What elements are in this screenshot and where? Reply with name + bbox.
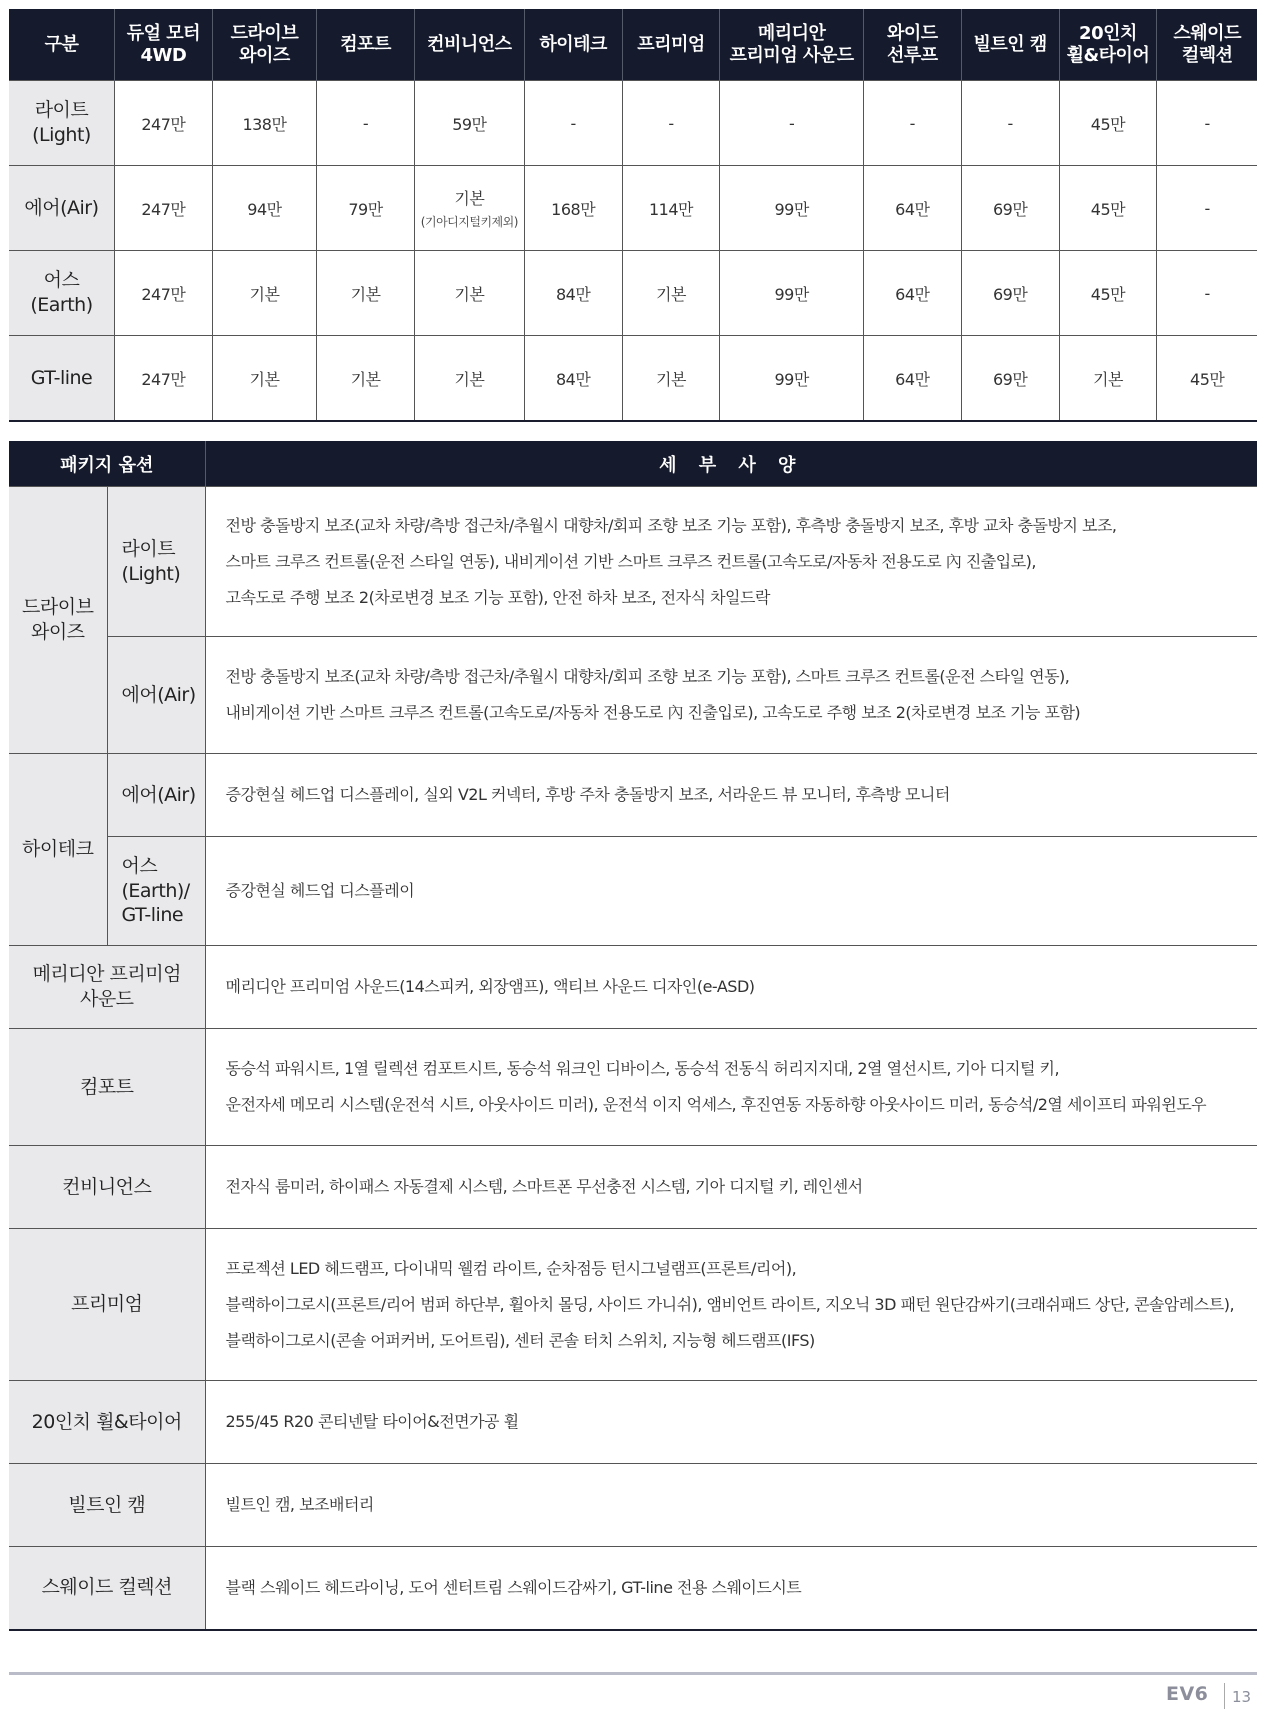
price-value: - xyxy=(1007,113,1013,133)
package-col-header: 패키지 옵션 xyxy=(9,441,205,487)
trim-label-air: 에어(Air) xyxy=(107,754,205,837)
price-value: 64만 xyxy=(895,369,930,389)
convenience-details: 전자식 룸미러, 하이패스 자동결제 시스템, 스마트폰 무선충전 시스템, 기아 디지털 키, 레인센서 xyxy=(205,1146,1257,1229)
price-value: - xyxy=(570,113,576,133)
col-header-convenience: 컨비니언스 xyxy=(414,9,524,81)
price-cell xyxy=(114,81,212,166)
price-cell xyxy=(961,251,1059,336)
price-cell xyxy=(1059,251,1157,336)
price-value: 99만 xyxy=(774,369,809,389)
page-number: 13 xyxy=(1232,1688,1252,1706)
price-value: 기본 xyxy=(454,189,485,208)
col-header-meridian: 메리디안 프리미엄 사운드 xyxy=(720,9,863,81)
package-label-drive-wise: 드라이브 와이즈 xyxy=(9,487,107,754)
price-value: 기본 xyxy=(249,284,280,304)
price-value: 기본 xyxy=(249,369,280,389)
price-cell xyxy=(720,166,863,251)
price-cell xyxy=(1059,336,1157,422)
price-cell xyxy=(622,251,720,336)
table-row xyxy=(9,487,1257,637)
price-cell xyxy=(414,81,524,166)
table-row xyxy=(9,1381,1257,1464)
col-header-dual-motor: 듀얼 모터 4WD xyxy=(114,9,212,81)
price-cell xyxy=(212,81,316,166)
table-row xyxy=(9,946,1257,1029)
price-value: 기본 xyxy=(350,284,381,304)
detail-line: 전방 충돌방지 보조(교차 차량/측방 접근차/추월시 대향차/회피 조향 보조 기능 포함), 스마트 크루즈 컨트롤(운전 스타일 연동), xyxy=(225,667,1070,686)
col-header-hitech: 하이테크 xyxy=(524,9,622,81)
price-value: 59만 xyxy=(452,114,487,134)
col-header-wide-sunroof: 와이드 선루프 xyxy=(863,9,961,81)
price-cell xyxy=(524,166,622,251)
footer-rule xyxy=(9,1672,1257,1675)
price-cell xyxy=(414,336,524,422)
price-cell xyxy=(524,81,622,166)
package-label-comfort: 컴포트 xyxy=(9,1029,205,1146)
price-value: 84만 xyxy=(556,284,591,304)
price-cell xyxy=(1157,336,1257,422)
price-value: 기본 xyxy=(1093,369,1123,389)
hitech-earth-details: 증강현실 헤드업 디스플레이 xyxy=(205,837,1257,946)
col-header-drive-wise: 드라이브 와이즈 xyxy=(212,9,316,81)
price-cell xyxy=(720,336,863,422)
price-cell xyxy=(622,81,720,166)
table-row xyxy=(9,1146,1257,1229)
col-header-20inch-wheel: 20인치 휠&타이어 xyxy=(1059,9,1157,81)
col-header-builtin-cam: 빌트인 캠 xyxy=(961,9,1059,81)
package-label-premium: 프리미엄 xyxy=(9,1229,205,1381)
detail-line: 블랙하이그로시(프론트/리어 범퍼 하단부, 휠아치 몰딩, 사이드 가니쉬), 앰비언트 라이트, 지오닉 3D 패턴 원단감싸기(크래쉬패드 상단, 콘솔암레스트), xyxy=(225,1294,1235,1314)
detail-line: 블랙하이그로시(콘솔 어퍼커버, 도어트림), 센터 콘솔 터치 스위치, 지능형 헤드램프(IFS) xyxy=(225,1330,815,1350)
price-value: 247만 xyxy=(141,284,186,304)
detail-line: 동승석 파워시트, 1열 릴렉션 컴포트시트, 동승석 워크인 디바이스, 동승석 전동식 허리지지대, 2열 열선시트, 기아 디지털 키, xyxy=(225,1059,1060,1078)
price-value: 69만 xyxy=(992,199,1028,219)
price-value: 45만 xyxy=(1090,114,1126,134)
price-cell xyxy=(622,336,720,422)
detail-line: 고속도로 주행 보조 2(차로변경 보조 기능 포함), 안전 하차 보조, 전자식 차일드락 xyxy=(225,587,770,607)
price-value: 기본 xyxy=(454,369,485,389)
package-label-builtin-cam: 빌트인 캠 xyxy=(9,1464,205,1547)
wheel-details: 255/45 R20 콘티넨탈 타이어&전면가공 휠 xyxy=(205,1381,1257,1464)
package-label-meridian: 메리디안 프리미엄 사운드 xyxy=(9,946,205,1029)
trim-label-light: 라이트 (Light) xyxy=(107,487,205,637)
builtin-cam-details: 빌트인 캠, 보조배터리 xyxy=(205,1464,1257,1547)
table-row xyxy=(9,1229,1257,1381)
price-value: 99만 xyxy=(774,284,809,304)
price-cell xyxy=(961,166,1059,251)
drive-wise-light-details xyxy=(205,487,1257,637)
detail-line: 스마트 크루즈 컨트롤(운전 스타일 연동), 내비게이션 기반 스마트 크루즈 컨트롤(고속도로/자동차 전용도로 內 진출입로), xyxy=(225,551,1036,571)
price-cell xyxy=(212,336,316,422)
price-cell xyxy=(524,336,622,422)
price-cell xyxy=(863,166,961,251)
table-row xyxy=(9,251,1257,336)
price-value: 기본 xyxy=(656,369,686,389)
package-spec-table xyxy=(9,441,1257,1631)
price-cell xyxy=(317,251,415,336)
price-cell xyxy=(720,251,863,336)
comfort-details xyxy=(205,1029,1257,1146)
footer-divider xyxy=(1224,1683,1225,1709)
table-row xyxy=(9,1547,1257,1630)
price-value: - xyxy=(1204,113,1210,133)
price-value: 84만 xyxy=(556,369,591,389)
price-value: 79만 xyxy=(348,199,383,219)
price-value: - xyxy=(909,113,915,133)
price-value: 69만 xyxy=(992,284,1028,304)
table-row xyxy=(9,336,1257,422)
price-cell xyxy=(1157,166,1257,251)
price-value: 64만 xyxy=(895,284,930,304)
price-cell xyxy=(317,166,415,251)
price-value: 247만 xyxy=(141,369,186,389)
price-value: - xyxy=(362,113,369,133)
table-row xyxy=(9,1464,1257,1547)
package-label-suede: 스웨이드 컬렉션 xyxy=(9,1547,205,1630)
table-row xyxy=(9,81,1257,166)
price-cell xyxy=(317,336,415,422)
price-value: 기본 xyxy=(656,284,686,304)
price-cell xyxy=(414,251,524,336)
detail-line: 운전자세 메모리 시스템(운전석 시트, 아웃사이드 미러), 운전석 이지 억세스, 후진연동 자동하향 아웃사이드 미러, 동승석/2열 세이프티 파워윈도우 xyxy=(225,1095,1207,1114)
detail-line: 내비게이션 기반 스마트 크루즈 컨트롤(고속도로/자동차 전용도로 內 진출입로), 고속도로 주행 보조 2(차로변경 보조 기능 포함) xyxy=(225,703,1081,722)
price-cell xyxy=(114,251,212,336)
price-value: 114만 xyxy=(648,199,693,219)
hitech-air-details: 증강현실 헤드업 디스플레이, 실외 V2L 커넥터, 후방 주차 충돌방지 보조, 서라운드 뷰 모니터, 후측방 모니터 xyxy=(205,754,1257,837)
price-cell xyxy=(720,81,863,166)
row-header-trim: 어스 (Earth) xyxy=(9,251,114,336)
col-header-comfort: 컴포트 xyxy=(317,9,415,81)
drive-wise-air-details xyxy=(205,637,1257,754)
row-header-trim: 라이트 (Light) xyxy=(9,81,114,166)
price-cell xyxy=(414,166,524,251)
detail-line: 전방 충돌방지 보조(교차 차량/측방 접근차/추월시 대향차/회피 조향 보조 기능 포함), 후측방 충돌방지 보조, 후방 교차 충돌방지 보조, xyxy=(225,515,1117,535)
suede-details: 블랙 스웨이드 헤드라이닝, 도어 센터트림 스웨이드감싸기, GT-line 전용 스웨이드시트 xyxy=(205,1547,1257,1630)
price-cell xyxy=(1059,166,1157,251)
price-value: 247만 xyxy=(141,114,186,134)
col-header-suede: 스웨이드 컬렉션 xyxy=(1157,9,1257,81)
price-cell xyxy=(524,251,622,336)
price-cell xyxy=(212,251,316,336)
detail-line: 프로젝션 LED 헤드램프, 다이내믹 웰컴 라이트, 순차점등 턴시그널램프(프론트/리어), xyxy=(225,1258,797,1278)
details-col-header: 세 부 사 양 xyxy=(205,441,1257,487)
table-row xyxy=(9,166,1257,251)
price-value: 99만 xyxy=(774,199,809,219)
table-row xyxy=(9,637,1257,754)
table-row xyxy=(9,1029,1257,1146)
price-value: 94만 xyxy=(247,199,282,219)
table-row xyxy=(9,837,1257,946)
price-value: 45만 xyxy=(1090,199,1126,219)
col-header-premium: 프리미엄 xyxy=(622,9,720,81)
row-header-trim: 에어(Air) xyxy=(9,166,114,251)
premium-details xyxy=(205,1229,1257,1381)
trim-label-earth-gtline: 어스 (Earth)/ GT-line xyxy=(107,837,205,946)
package-label-convenience: 컨비니언스 xyxy=(9,1146,205,1229)
price-value: 기본 xyxy=(350,369,381,389)
price-cell xyxy=(622,166,720,251)
price-cell xyxy=(212,166,316,251)
trim-label-air: 에어(Air) xyxy=(107,637,205,754)
price-cell xyxy=(863,336,961,422)
row-header-trim: GT-line xyxy=(9,336,114,422)
price-cell xyxy=(114,336,212,422)
col-header-category: 구분 xyxy=(9,9,114,81)
price-cell xyxy=(1157,251,1257,336)
meridian-details: 메리디안 프리미엄 사운드(14스피커, 외장앰프), 액티브 사운드 디자인(e-ASD) xyxy=(205,946,1257,1029)
price-value: 45만 xyxy=(1190,369,1225,389)
price-value: - xyxy=(789,113,795,133)
package-label-20inch-wheel: 20인치 휠&타이어 xyxy=(9,1381,205,1464)
footer-model-name: EV6 xyxy=(1166,1683,1209,1705)
price-value: 247만 xyxy=(141,199,186,219)
price-value: 64만 xyxy=(895,199,930,219)
price-value: 168만 xyxy=(551,199,596,219)
price-note: (기아디지털키제외) xyxy=(420,215,518,229)
package-label-hitech: 하이테크 xyxy=(9,754,107,946)
price-value: - xyxy=(1204,283,1210,303)
price-cell xyxy=(863,251,961,336)
price-table xyxy=(9,9,1257,422)
price-value: 138만 xyxy=(242,114,287,134)
price-header-row xyxy=(9,9,1257,81)
price-cell xyxy=(317,81,415,166)
table-row xyxy=(9,754,1257,837)
price-value: - xyxy=(1204,198,1210,218)
price-value: - xyxy=(668,113,674,133)
price-cell xyxy=(863,81,961,166)
price-value: 45만 xyxy=(1090,284,1126,304)
price-value: 기본 xyxy=(454,284,485,304)
price-value: 69만 xyxy=(992,369,1028,389)
price-cell xyxy=(1059,81,1157,166)
price-cell xyxy=(114,166,212,251)
price-cell xyxy=(961,81,1059,166)
price-cell xyxy=(961,336,1059,422)
price-cell xyxy=(1157,81,1257,166)
spec-header-row xyxy=(9,441,1257,487)
